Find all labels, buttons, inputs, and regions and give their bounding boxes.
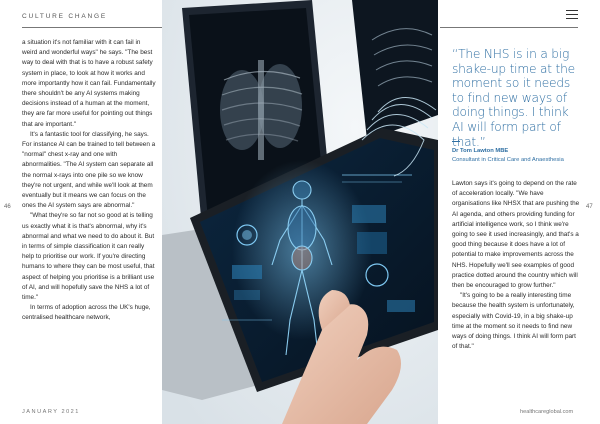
quote-attribution-name: Dr Tom Lawton MBE <box>452 148 509 154</box>
left-paragraph: a situation it's not familiar with it can fail in weird and wonderful ways" he says. "The best way to deal with that is to have a robust safety system in place, to look at how it works and more importantly how it can fail. Fundamentally there shouldn't be any AI systems making decisions instead of a human at the moment, they are far more useful for pointing out things that are important." <box>22 39 156 128</box>
left-paragraph: It's a fantastic tool for classifying, he says. For instance AI can be trained to tell between a "normal" chest x-ray and one with abnormalities. "The AI system can separate all the normal x-rays into one pile so we know they're not urgent, and while we'll look at them eventually but it means we can focus on the ones the AI system says are abnormal." <box>22 130 156 210</box>
medical-tablet-illustration <box>162 0 438 424</box>
pull-quote: “The NHS is in a big shake-up time at the moment so it needs to find new ways of doing things. I think AI will form part of that.” <box>452 47 575 149</box>
right-paragraph: Lawton says it's going to depend on the rate of acceleration locally. "We have organisations like NHSX that are pushing the AI agenda, and others providing funding for artificial intelligence work, so I think we're going to see it used increasingly, and that's a good thing because it does have a lot of potential to make improvements across the NHS. Hopefully we'll see examples of good practice dotted around the country which will then be encouraged to grow further." <box>452 180 580 290</box>
page-number-right: 47 <box>586 204 593 210</box>
header-rule-right <box>440 27 578 28</box>
hamburger-menu-icon[interactable] <box>566 10 578 20</box>
left-paragraph: "What they're so far not so good at is telling us exactly what it is that's abnormal, why it's abnormal and what we need to do about it. But in terms of simple classification it can really help to prioritise our work. If you're directing humans to where they can be most useful, that aspect of helping you prioritise is a brilliant use of AI, and will hopefully save the NHS a lot of time." <box>22 212 155 302</box>
quote-divider <box>452 141 460 142</box>
website-link[interactable]: healthcareglobal.com <box>520 409 574 415</box>
article-photo <box>162 0 438 424</box>
left-paragraph: In terms of adoption across the UK's huge, centralised healthcare network, <box>22 304 151 322</box>
left-column-text <box>22 38 157 324</box>
header-rule-left <box>22 27 162 28</box>
issue-date: JANUARY 2021 <box>22 409 80 415</box>
page-number-left: 46 <box>4 204 11 210</box>
section-label: CULTURE CHANGE <box>22 13 108 20</box>
right-paragraph: "It's going to be a really interesting time because the health system is unfortunately, especially with Covid-19, in a big shake-up time at the moment so it needs to find new ways of doing things. I think AI will form part of that." <box>452 292 576 351</box>
right-column-text <box>452 179 580 352</box>
quote-attribution-role: Consultant in Critical Care and Anaesthesia <box>452 157 564 163</box>
